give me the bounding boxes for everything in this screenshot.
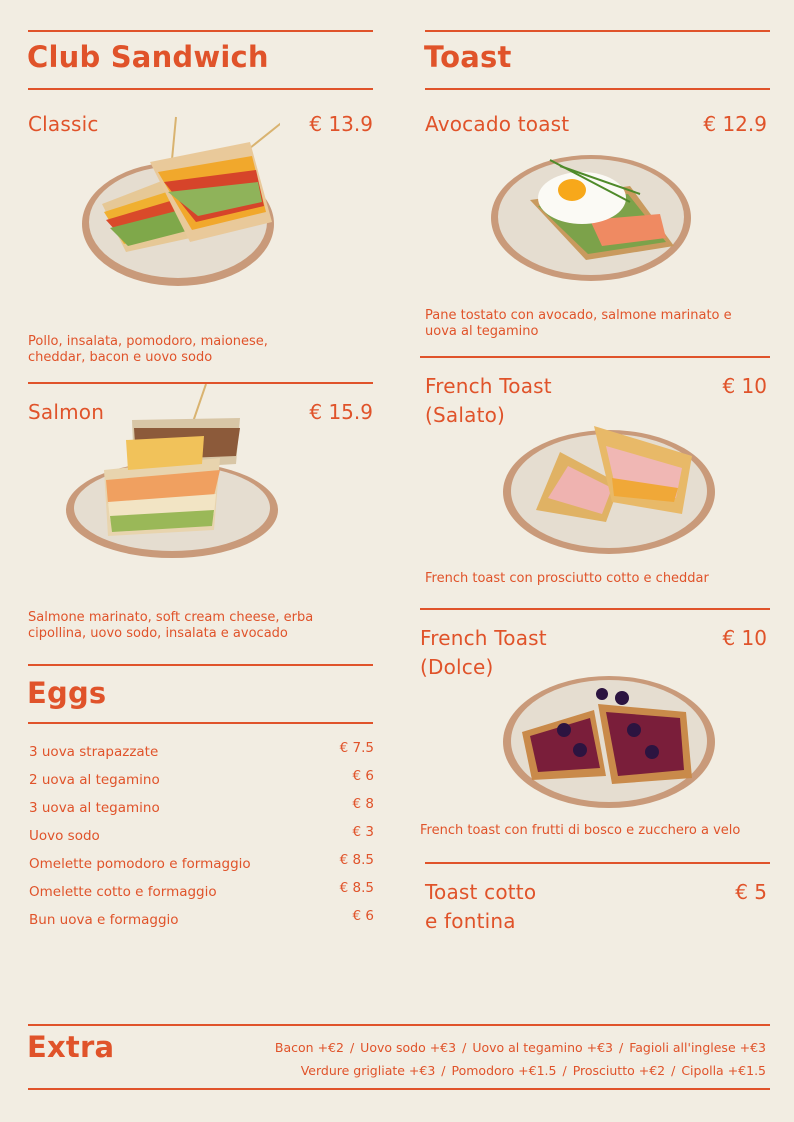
divider: [28, 1024, 770, 1026]
divider: [425, 30, 770, 32]
item-description-avocado-toast: Pane tostato con avocado, salmone marinato e uova al tegamino: [425, 308, 732, 339]
item-title-classic: Classic: [28, 112, 99, 136]
divider: [28, 30, 373, 32]
egg-item-name: Omelette pomodoro e formaggio: [29, 856, 251, 872]
item-description-salmon: Salmone marinato, soft cream cheese, erba cipollina, uovo sodo, insalata e avocado: [28, 610, 314, 641]
club-classic-image: [80, 112, 280, 290]
french-toast-salato-image: [502, 418, 716, 556]
egg-item: [29, 798, 374, 818]
egg-item: [29, 826, 374, 846]
divider: [28, 722, 373, 724]
egg-item-name: 3 uova al tegamino: [29, 800, 160, 816]
item-title-line: (Dolce): [420, 655, 494, 679]
separator: /: [562, 1063, 567, 1078]
egg-item-price: € 6: [352, 768, 374, 784]
item-description-french-toast-dolce: French toast con frutti di bosco e zucchero a velo: [420, 823, 741, 838]
egg-item-price: € 7.5: [339, 740, 374, 756]
separator: /: [441, 1063, 446, 1078]
extra-item: Uovo al tegamino +€3: [472, 1040, 613, 1055]
divider: [28, 664, 373, 666]
item-description-french-toast-salato: French toast con prosciutto cotto e cheddar: [425, 571, 709, 586]
divider: [420, 608, 770, 610]
item-price-classic: € 13.9: [309, 112, 373, 136]
extra-item: Cipolla +€1.5: [681, 1063, 766, 1078]
egg-item: [29, 854, 374, 874]
extra-item: Fagioli all'inglese +€3: [629, 1040, 766, 1055]
item-title-line: (Salato): [425, 403, 506, 427]
extra-item: Uovo sodo +€3: [360, 1040, 457, 1055]
section-title-extra: Extra: [27, 1030, 115, 1064]
avocado-toast-image: [490, 150, 692, 282]
egg-item-price: € 8.5: [339, 852, 374, 868]
egg-item-name: Omelette cotto e formaggio: [29, 884, 217, 900]
separator: /: [619, 1040, 624, 1055]
egg-item-price: € 8.5: [339, 880, 374, 896]
egg-item: [29, 882, 374, 902]
egg-item-price: € 6: [352, 908, 374, 924]
separator: /: [671, 1063, 676, 1078]
egg-item-name: 3 uova strapazzate: [29, 744, 159, 760]
item-price-salmon: € 15.9: [309, 400, 373, 424]
extra-item: Bacon +€2: [274, 1040, 344, 1055]
separator: /: [349, 1040, 355, 1055]
extra-line-2: [301, 1063, 766, 1079]
egg-item: [29, 910, 374, 930]
item-description-classic: Pollo, insalata, pomodoro, maionese, cheddar, bacon e uovo sodo: [28, 334, 268, 365]
club-salmon-image: [64, 384, 280, 560]
item-title-line: Toast cotto: [425, 880, 537, 904]
extra-item: Prosciutto +€2: [572, 1063, 666, 1078]
item-title-toast-cotto-fontina: [425, 878, 536, 936]
divider: [28, 1088, 770, 1090]
egg-item-name: 2 uova al tegamino: [29, 772, 160, 788]
section-title-eggs: Eggs: [27, 676, 107, 710]
section-title-club-sandwich: Club Sandwich: [27, 40, 269, 74]
divider: [28, 88, 373, 90]
item-title-line: French Toast: [425, 374, 552, 398]
item-title-salmon: Salmon: [28, 400, 105, 424]
item-title-line: e fontina: [425, 909, 516, 933]
item-price-toast-cotto-fontina: € 5: [735, 880, 767, 904]
french-toast-dolce-image: [502, 668, 716, 810]
extra-line-1: [275, 1040, 766, 1056]
section-title-toast: Toast: [424, 40, 512, 74]
divider: [425, 862, 770, 864]
extra-item: Verdure grigliate +€3: [300, 1063, 436, 1078]
egg-item: [29, 742, 374, 762]
item-price-avocado-toast: € 12.9: [703, 112, 767, 136]
item-title-avocado-toast: Avocado toast: [425, 112, 570, 136]
egg-item-name: Uovo sodo: [29, 828, 100, 844]
divider: [420, 356, 770, 358]
divider: [425, 88, 770, 90]
egg-item-name: Bun uova e formaggio: [29, 912, 179, 928]
item-price-french-toast-salato: € 10: [722, 374, 767, 398]
item-title-line: French Toast: [420, 626, 547, 650]
separator: /: [462, 1040, 467, 1055]
egg-item: [29, 770, 374, 790]
egg-item-price: € 8: [352, 796, 374, 812]
item-price-french-toast-dolce: € 10: [722, 626, 767, 650]
extra-item: Pomodoro +€1.5: [451, 1063, 557, 1078]
egg-item-price: € 3: [352, 824, 374, 840]
